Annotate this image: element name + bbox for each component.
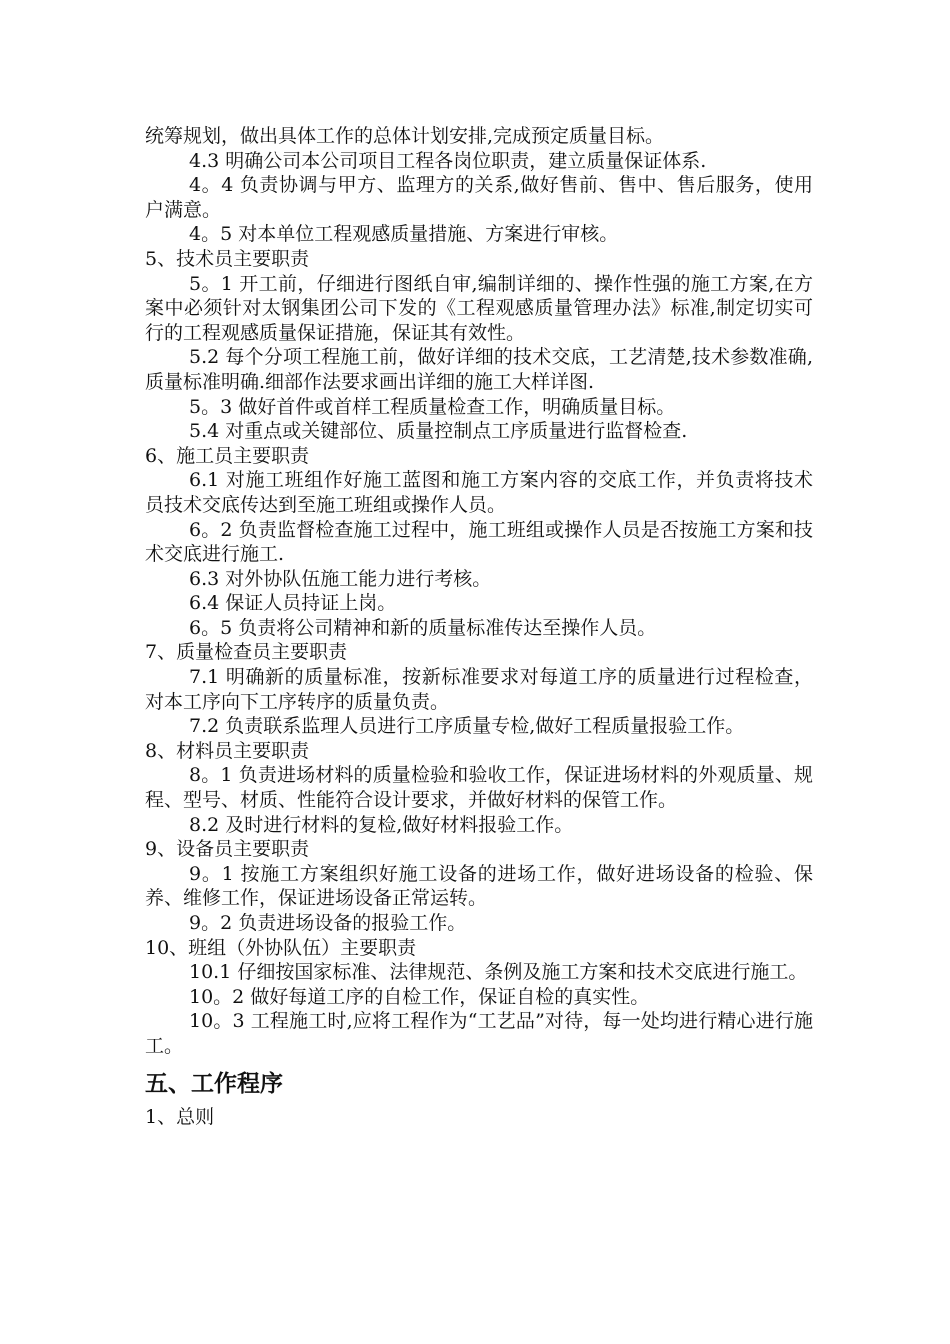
section-title-10: 10、班组（外协队伍）主要职责 <box>145 936 417 959</box>
paragraph-continuation: 统筹规划，做出具体工作的总体计划安排,完成预定质量目标。 <box>145 125 665 147</box>
paragraph-10-2: 10。2 做好每道工序的自检工作，保证自检的真实性。 <box>189 985 650 1008</box>
paragraph-4-5: 4。5 对本单位工程观感质量措施、方案进行审核。 <box>189 223 619 246</box>
paragraph-10-3: 10。3 工程施工时,应将工程作为“工艺品”对待，每一处均进行精心进行施工。 <box>145 1010 813 1057</box>
paragraph-6-5: 6。5 负责将公司精神和新的质量标准传达至操作人员。 <box>189 616 657 639</box>
paragraph-7-1: 7.1 明确新的质量标准，按新标准要求对每道工序的质量进行过程检查，对本工序向下工序转序的质量负责。 <box>145 666 813 713</box>
section-title-5: 5、技术员主要职责 <box>145 247 310 270</box>
document-body <box>145 124 813 1129</box>
section-title-9: 9、设备员主要职责 <box>145 838 310 861</box>
paragraph-5-4: 5.4 对重点或关键部位、质量控制点工序质量进行监督检查. <box>189 420 688 443</box>
paragraph-10-1: 10.1 仔细按国家标准、法律规范、条例及施工方案和技术交底进行施工。 <box>189 961 808 984</box>
paragraph-6-1: 6.1 对施工班组作好施工蓝图和施工方案内容的交底工作，并负责将技术员技术交底传达到至施工班组或操作人员。 <box>145 469 813 516</box>
section-title-7: 7、质量检查员主要职责 <box>145 641 348 664</box>
paragraph-4-4: 4。4 负责协调与甲方、监理方的关系,做好售前、售中、售后服务，使用户满意。 <box>145 174 813 221</box>
chapter-heading: 五、工作程序 <box>145 1070 283 1097</box>
paragraph-6-2: 6。2 负责监督检查施工过程中，施工班组或操作人员是否按施工方案和技术交底进行施工. <box>145 518 813 566</box>
paragraph-5-2: 5.2 每个分项工程施工前，做好详细的技术交底，工艺清楚,技术参数准确,质量标准明确.细部作法要求画出详细的施工大样详图. <box>145 346 813 393</box>
paragraph-4-3: 4.3 明确公司本公司项目工程各岗位职责，建立质量保证体系. <box>189 149 707 172</box>
paragraph-6-3: 6.3 对外协队伍施工能力进行考核。 <box>189 567 492 590</box>
paragraph-5-3: 5。3 做好首件或首样工程质量检查工作，明确质量目标。 <box>189 395 676 418</box>
section-title-general: 1、总则 <box>145 1105 215 1128</box>
paragraph-6-4: 6.4 保证人员持证上岗。 <box>189 592 397 615</box>
paragraph-8-2: 8.2 及时进行材料的复检,做好材料报验工作。 <box>189 813 574 836</box>
paragraph-7-2: 7.2 负责联系监理人员进行工序质量专检,做好工程质量报验工作。 <box>189 715 745 738</box>
section-title-6: 6、施工员主要职责 <box>145 444 310 467</box>
section-title-8: 8、材料员主要职责 <box>145 739 310 762</box>
paragraph-9-1: 9。1 按施工方案组织好施工设备的进场工作，做好进场设备的检验、保养、维修工作，保证进场设备正常运转。 <box>145 862 813 910</box>
paragraph-5-1: 5。1 开工前，仔细进行图纸自审,编制详细的、操作性强的施工方案,在方案中必须针对太钢集团公司下发的《工程观感质量管理办法》标准,制定切实可行的工程观感质量保证措施，保证其有效性。 <box>145 272 813 344</box>
paragraph-9-2: 9。2 负责进场设备的报验工作。 <box>189 912 467 934</box>
paragraph-8-1: 8。1 负责进场材料的质量检验和验收工作，保证进场材料的外观质量、规程、型号、材质、性能符合设计要求，并做好材料的保管工作。 <box>145 764 813 812</box>
